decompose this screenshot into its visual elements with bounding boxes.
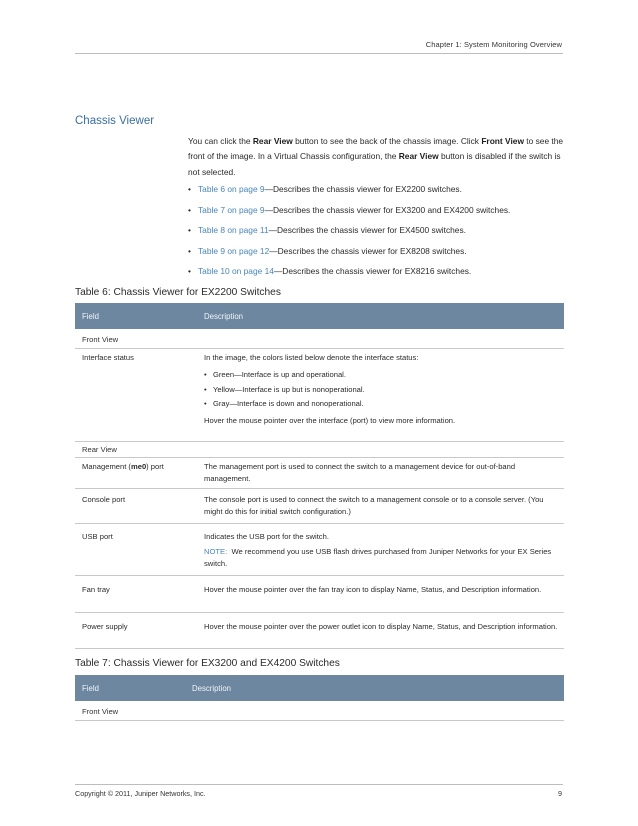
table-6	[75, 303, 564, 653]
table-header	[75, 675, 564, 701]
intro-text: to see the front of the image. In a Virtual Chassis configuration, the	[188, 136, 564, 162]
description-text: Indicates the USB port for the switch.	[204, 532, 329, 541]
bullet-icon: •	[204, 370, 207, 379]
copyright-notice: Copyright © 2011, Juniper Networks, Inc.	[75, 789, 206, 798]
list-item-text: Gray—Interface is down and nonoperational.	[213, 399, 364, 408]
front-view-term: Front View	[481, 136, 524, 146]
list-item	[204, 398, 560, 413]
field-cell: USB port	[82, 532, 113, 541]
list-item	[188, 243, 568, 264]
description-text: Hover the mouse pointer over the interface (port) to view more information.	[204, 415, 456, 425]
note	[204, 546, 560, 571]
description-text: In the image, the colors listed below denote the interface status:	[204, 353, 419, 362]
list-item	[204, 369, 560, 384]
front-view-subheader	[75, 701, 564, 721]
table-link[interactable]: Table 8 on page 11	[198, 225, 269, 236]
header-divider	[75, 53, 563, 54]
bullet-icon: •	[204, 399, 207, 408]
bullet-icon: •	[188, 204, 191, 215]
list-item-text: Yellow—Interface is up but is nonoperational.	[213, 384, 365, 394]
field-column-header: Field	[82, 684, 99, 693]
note-text: We recommend you use USB flash drives purchased from Juniper Networks for your EX Series switch.	[204, 547, 552, 569]
subheader-label: Rear View	[82, 445, 117, 454]
table-row-power-supply	[75, 612, 564, 649]
rear-view-term: Rear View	[398, 151, 439, 162]
subheader-label: Front View	[82, 707, 119, 716]
running-header: Chapter 1: System Monitoring Overview	[425, 40, 562, 49]
field-cell: Power supply	[82, 622, 128, 631]
table-row-interface-status	[75, 348, 564, 442]
description-cell	[204, 352, 560, 427]
table-link[interactable]: Table 6 on page 9	[198, 184, 265, 194]
description-cell: The console port is used to connect the switch to a management console or to a console server. (You might do this for initial switch configuration.)	[204, 495, 544, 517]
field-cell: Fan tray	[82, 585, 110, 594]
list-item-text: —Describes the chassis viewer for EX3200 and EX4200 switches.	[264, 204, 511, 215]
table-6-title: Table 6: Chassis Viewer for EX2200 Switches	[75, 287, 281, 298]
description-column-header: Description	[192, 684, 231, 693]
list-item	[188, 222, 568, 243]
subheader-label: Front View	[82, 335, 119, 344]
note-label: NOTE:	[204, 547, 228, 556]
list-item-text: Green—Interface is up and operational.	[213, 370, 346, 379]
description-cell: The management port is used to connect the switch to a management device for out-of-band management.	[204, 462, 516, 484]
table-row-fan-tray	[75, 575, 564, 613]
bullet-icon: •	[188, 184, 191, 194]
list-item	[188, 263, 568, 284]
list-item	[188, 181, 568, 202]
table-7-title: Table 7: Chassis Viewer for EX3200 and EX4200 Switches	[75, 658, 340, 669]
table-row-console-port	[75, 488, 564, 524]
bullet-icon: •	[188, 245, 191, 256]
table-7	[75, 675, 564, 723]
rear-view-term: Rear View	[252, 136, 293, 146]
list-item	[204, 384, 560, 399]
table-link[interactable]: Table 7 on page 9	[198, 204, 265, 215]
field-code: me0	[130, 462, 147, 471]
field-column-header: Field	[82, 312, 99, 321]
table-row-usb-port	[75, 523, 564, 576]
section-title: Chassis Viewer	[75, 115, 155, 127]
bullet-icon: •	[204, 384, 207, 394]
front-view-subheader	[75, 329, 564, 349]
intro-paragraph	[188, 134, 568, 180]
table-row-management-port	[75, 457, 564, 489]
list-item-text: —Describes the chassis viewer for EX8208 switches.	[269, 245, 467, 256]
field-text: ) port	[146, 462, 164, 471]
table-header	[75, 303, 564, 329]
page-number: 9	[558, 789, 562, 798]
field-text: Management (	[82, 462, 131, 471]
table-link[interactable]: Table 10 on page 14	[198, 266, 274, 277]
intro-text: button to see the back of the chassis image. Click	[292, 136, 482, 146]
list-item-text: —Describes the chassis viewer for EX2200 switches.	[264, 184, 462, 194]
status-color-list	[204, 369, 560, 413]
rear-view-subheader	[75, 441, 564, 458]
description-cell: Hover the mouse pointer over the fan tray icon to display Name, Status, and Description information.	[204, 585, 542, 594]
list-item-text: —Describes the chassis viewer for EX8216 switches.	[273, 266, 472, 277]
intro-text: button is disabled if the switch is not selected.	[188, 151, 561, 177]
description-column-header: Description	[204, 312, 243, 321]
description-cell: Hover the mouse pointer over the power outlet icon to display Name, Status, and Description information.	[204, 622, 558, 631]
description-cell	[204, 531, 560, 571]
field-cell: Interface status	[82, 353, 134, 362]
bullet-icon: •	[188, 266, 191, 277]
bullet-icon: •	[188, 225, 191, 236]
table-link[interactable]: Table 9 on page 12	[198, 245, 270, 256]
table-reference-list	[188, 181, 568, 284]
list-item-text: —Describes the chassis viewer for EX4500 switches.	[268, 225, 466, 236]
field-cell: Console port	[82, 495, 126, 504]
list-item	[188, 202, 568, 223]
intro-text: You can click the	[188, 136, 253, 146]
field-cell	[82, 462, 164, 471]
footer-divider	[75, 784, 563, 785]
